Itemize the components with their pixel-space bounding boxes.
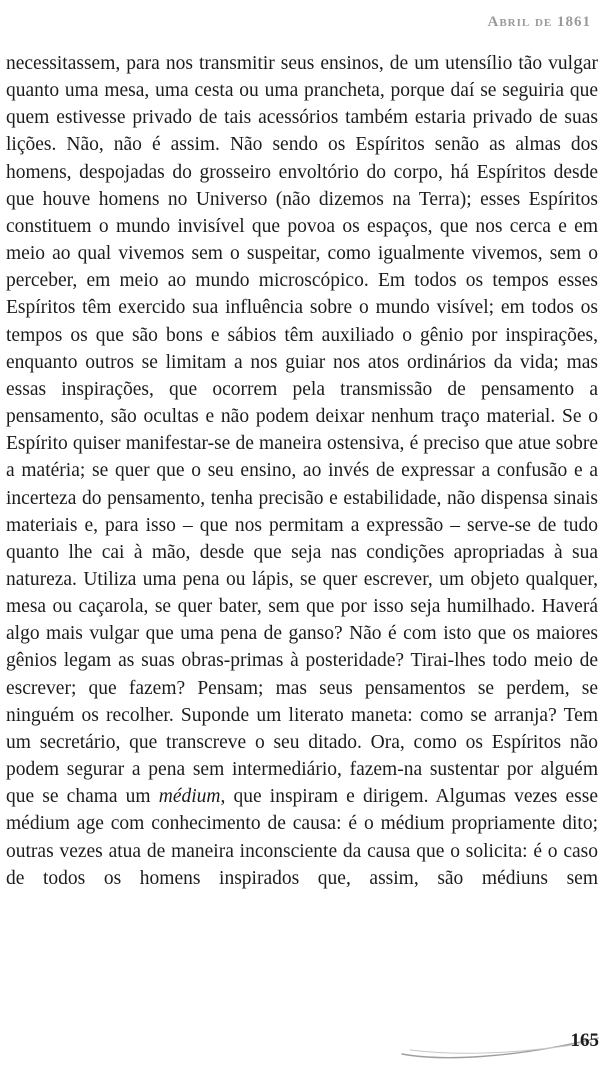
body-text-part-2: , que inspiram e dirigem. Algumas vezes esse médium age com conhecimento de causa: é o médium propriamente dito; outras vezes atua de maneira inconsciente da causa que o solicita: é o caso de todos os homens inspirados que, assim, são médiuns sem: [6, 786, 598, 889]
body-paragraph: [6, 50, 598, 892]
italic-term-medium: médium: [158, 786, 221, 808]
page-number: 165: [570, 1030, 599, 1051]
body-text-part-1: necessitassem, para nos transmitir seus ensinos, de um utensílio tão vulgar quanto uma mesa, uma cesta ou uma prancheta, porque daí se seguiria que quem estivesse privado de tais acessórios também estaria privado de suas lições. Não, não é assim. Não sendo os Espíritos senão as almas dos homens, despojadas do grosseiro envoltório do corpo, há Espíritos desde que houve homens no Universo (não dizemos na Terra); esses Espíritos constituem o mundo invisível que povoa os espaços, que nos cerca e em meio ao qual vivemos sem o suspeitar, como igualmente vivemos, sem o perceber, em meio ao mundo microscópico. Em todos os tempos esses Espíritos têm exercido sua influência sobre o mundo visível; em todos os tempos os que são bons e sábios têm auxiliado o gênio por inspirações, enquanto outros se limitam a nos guiar nos atos ordinários da vida; mas essas inspirações, que ocorrem pela transmissão de pensamento a pensamento, são ocultas e não podem deixar nenhum traço material. Se o Espírito quiser manifestar-se de maneira ostensiva, é preciso que atue sobre a matéria; se quer que o seu ensino, ao invés de expressar a confusão e a incerteza do pensamento, tenha precisão e estabilidade, não dispensa sinais materiais e, para isso – que nos permitam a expressão – serve-se de tudo quanto lhe cai à mão, desde que seja nas condições apropriadas à sua natureza. Utiliza uma pena ou lápis, se quer escrever, um objeto qualquer, mesa ou caçarola, se quer bater, sem que por isso seja humilhado. Haverá algo mais vulgar que uma pena de ganso? Não é com isto que os maiores gênios legam as suas obras-primas à posteridade? Tirai-lhes todo meio de escrever; que fazem? Pensam; mas seus pensamentos se perdem, se ninguém os recolher. Suponde um literato maneta: como se arranja? Tem um secretário, que transcreve o seu ditado. Ora, como os Espíritos não podem segurar a pena sem intermediário, fazem-na sustentar por alguém que se chama um: [6, 53, 598, 808]
running-header: Abril de 1861: [487, 14, 591, 30]
